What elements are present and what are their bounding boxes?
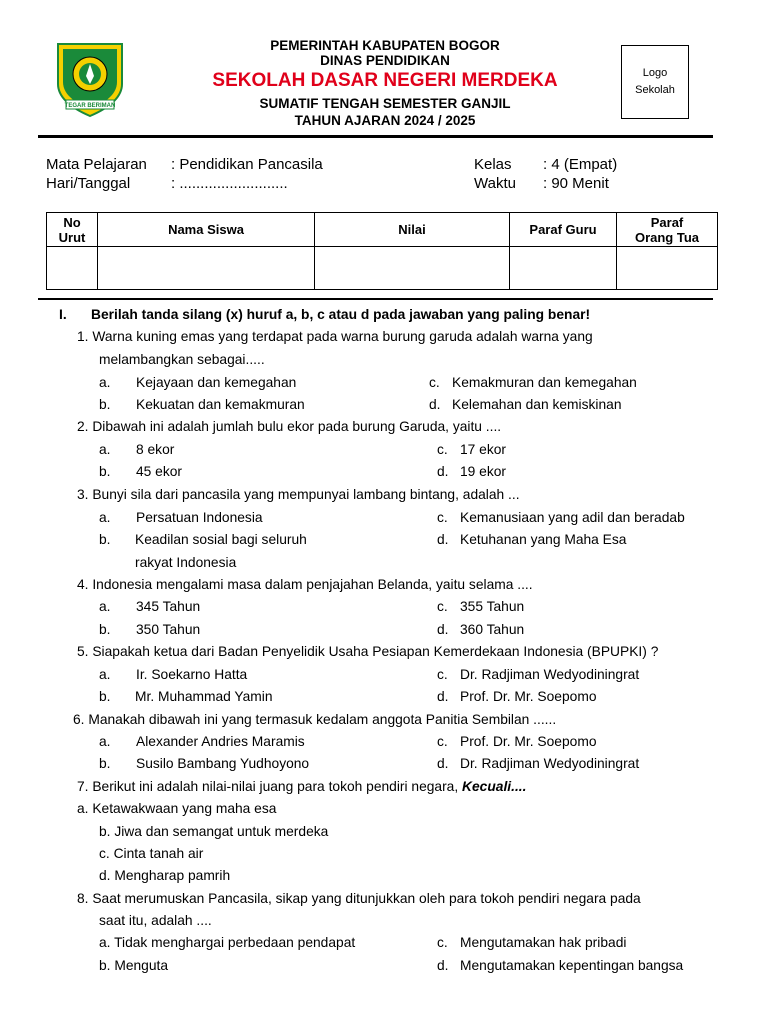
q3-option-b-cont: rakyat Indonesia (135, 555, 237, 570)
col-student-name: Nama Siswa (98, 213, 315, 247)
emblem-motto-text: TEGAR BERIMAN (64, 103, 116, 109)
q7-option-b[interactable]: b. Jiwa dan semangat untuk merdeka (99, 824, 329, 839)
q3-letter-c: c. (437, 510, 448, 525)
q5-option-d[interactable]: Prof. Dr. Mr. Soepomo (460, 689, 597, 704)
question-7-main: 7. Berikut ini adalah nilai-nilai juang para tokoh pendiri negara, (77, 779, 459, 794)
q4-letter-c: c. (437, 599, 448, 614)
q2-letter-d: d. (437, 464, 449, 479)
col-teacher-signature: Paraf Guru (510, 213, 617, 247)
q7-option-c[interactable]: c. Cinta tanah air (99, 846, 204, 861)
section-numeral: I. (59, 307, 67, 322)
q4-option-d[interactable]: 360 Tahun (460, 622, 525, 637)
question-2-text: 2. Dibawah ini adalah jumlah bulu ekor pada burung Garuda, yaitu .... (77, 419, 502, 434)
question-4-text: 4. Indonesia mengalami masa dalam penjajahan Belanda, yaitu selama .... (77, 577, 533, 592)
header-department: DINAS PENDIDIKAN (320, 53, 450, 68)
q4-letter-d: d. (437, 622, 449, 637)
q3-letter-b: b. (99, 532, 111, 547)
header-school-name: SEKOLAH DASAR NEGERI MERDEKA (212, 70, 558, 91)
subject-value: : Pendidikan Pancasila (171, 156, 323, 173)
question-8-text-cont: saat itu, adalah .... (99, 913, 212, 928)
col-urut-text: Urut (58, 229, 86, 245)
subject-label: Mata Pelajaran (46, 156, 147, 173)
col-score: Nilai (315, 213, 510, 247)
q5-letter-c: c. (437, 667, 448, 682)
q3-option-c[interactable]: Kemanusiaan yang adil dan beradab (460, 510, 685, 525)
q6-letter-b: b. (99, 756, 111, 771)
col-no-urut (47, 213, 98, 247)
q4-option-c[interactable]: 355 Tahun (460, 599, 525, 614)
q2-option-c[interactable]: 17 ekor (460, 442, 507, 457)
q1-letter-d: d. (429, 397, 441, 412)
q5-option-b[interactable]: Mr. Muhammad Yamin (135, 689, 273, 704)
question-6-text: 6. Manakah dibawah ini yang termasuk kedalam anggota Panitia Sembilan ...... (73, 712, 557, 727)
q5-option-a[interactable]: Ir. Soekarno Hatta (136, 667, 248, 682)
q3-option-a[interactable]: Persatuan Indonesia (136, 510, 263, 525)
cell-teacher-signature[interactable] (510, 247, 617, 290)
question-1-text-cont: melambangkan sebagai..... (99, 352, 265, 367)
q5-option-c[interactable]: Dr. Radjiman Wedyodiningrat (460, 667, 640, 682)
q7-option-d[interactable]: d. Mengharap pamrih (99, 868, 231, 883)
q6-option-c[interactable]: Prof. Dr. Mr. Soepomo (460, 734, 597, 749)
q8-option-b[interactable]: b. Menguta (99, 958, 169, 973)
col-parent-text-2: Orang Tua (634, 229, 700, 245)
date-value: : .......................... (171, 175, 288, 192)
q2-option-d[interactable]: 19 ekor (460, 464, 507, 479)
q1-option-a[interactable]: Kejayaan dan kemegahan (136, 375, 297, 390)
question-1-text: 1. Warna kuning emas yang terdapat pada warna burung garuda adalah warna yang (77, 329, 593, 344)
time-value: : 90 Menit (543, 175, 609, 192)
col-parent-text-1: Paraf (650, 214, 684, 230)
cell-parent-signature[interactable] (617, 247, 718, 290)
q1-letter-c: c. (429, 375, 440, 390)
regency-emblem (54, 40, 126, 118)
q7-option-a[interactable]: a. Ketawakwaan yang maha esa (77, 801, 277, 816)
question-5-text: 5. Siapakah ketua dari Badan Penyelidik Usaha Pesiapan Kemerdekaan Indonesia (BPUPKI) ? (77, 644, 659, 659)
q1-option-b[interactable]: Kekuatan dan kemakmuran (136, 397, 305, 412)
q3-letter-a: a. (99, 510, 111, 525)
q3-option-d[interactable]: Ketuhanan yang Maha Esa (460, 532, 627, 547)
q2-letter-c: c. (437, 442, 448, 457)
q1-option-c[interactable]: Kemakmuran dan kemegahan (452, 375, 637, 390)
col-no-text: No (63, 214, 81, 230)
q6-option-b[interactable]: Susilo Bambang Yudhoyono (136, 756, 310, 771)
q6-letter-c: c. (437, 734, 448, 749)
q5-letter-b: b. (99, 689, 111, 704)
q4-option-a[interactable]: 345 Tahun (136, 599, 201, 614)
q8-option-a[interactable]: a. Tidak menghargai perbedaan pendapat (99, 935, 356, 950)
cell-score[interactable] (315, 247, 510, 290)
q6-option-a[interactable]: Alexander Andries Maramis (136, 734, 305, 749)
table-row (47, 247, 718, 290)
q4-option-b[interactable]: 350 Tahun (136, 622, 201, 637)
time-label: Waktu (474, 175, 516, 192)
student-score-table (46, 212, 718, 290)
q1-option-d[interactable]: Kelemahan dan kemiskinan (452, 397, 622, 412)
q8-letter-c: c. (437, 935, 448, 950)
question-7-emphasis: Kecuali.... (462, 779, 527, 794)
table-header-row (47, 213, 718, 247)
cell-name[interactable] (98, 247, 315, 290)
q2-option-a[interactable]: 8 ekor (136, 442, 175, 457)
q5-letter-d: d. (437, 689, 449, 704)
q3-option-b[interactable]: Keadilan sosial bagi seluruh (135, 532, 307, 547)
shield-emblem-icon (54, 40, 126, 118)
q4-letter-a: a. (99, 599, 111, 614)
q3-letter-d: d. (437, 532, 449, 547)
q8-letter-d: d. (437, 958, 449, 973)
logo-text-2: Sekolah (635, 84, 675, 96)
q2-letter-b: b. (99, 464, 111, 479)
q1-letter-a: a. (99, 375, 111, 390)
header-academic-year: TAHUN AJARAN 2024 / 2025 (294, 113, 476, 128)
header-divider (38, 135, 713, 138)
question-3-text: 3. Bunyi sila dari pancasila yang mempunyai lambang bintang, adalah ... (77, 487, 520, 502)
q6-letter-a: a. (99, 734, 111, 749)
q4-letter-b: b. (99, 622, 111, 637)
q6-letter-d: d. (437, 756, 449, 771)
q8-option-d[interactable]: Mengutamakan kepentingan bangsa (460, 958, 684, 973)
section-divider (38, 298, 713, 300)
class-label: Kelas (474, 156, 512, 173)
q1-letter-b: b. (99, 397, 111, 412)
header-government: PEMERINTAH KABUPATEN BOGOR (270, 38, 500, 53)
q5-letter-a: a. (99, 667, 111, 682)
col-parent-signature (617, 213, 718, 247)
school-logo-placeholder (621, 45, 689, 119)
q2-option-b[interactable]: 45 ekor (136, 464, 183, 479)
question-8-text: 8. Saat merumuskan Pancasila, sikap yang ditunjukkan oleh para tokoh pendiri negara pada (77, 891, 641, 906)
cell-no[interactable] (47, 247, 98, 290)
q8-option-c[interactable]: Mengutamakan hak pribadi (460, 935, 627, 950)
q2-letter-a: a. (99, 442, 111, 457)
logo-text-1: Logo (642, 67, 668, 79)
date-label: Hari/Tanggal (46, 175, 131, 192)
class-value: : 4 (Empat) (543, 156, 618, 173)
section-instruction: Berilah tanda silang (x) huruf a, b, c atau d pada jawaban yang paling benar! (91, 307, 591, 322)
question-7-text (77, 779, 526, 794)
q6-option-d[interactable]: Dr. Radjiman Wedyodiningrat (460, 756, 640, 771)
header-exam-title: SUMATIF TENGAH SEMESTER GANJIL (259, 96, 511, 111)
